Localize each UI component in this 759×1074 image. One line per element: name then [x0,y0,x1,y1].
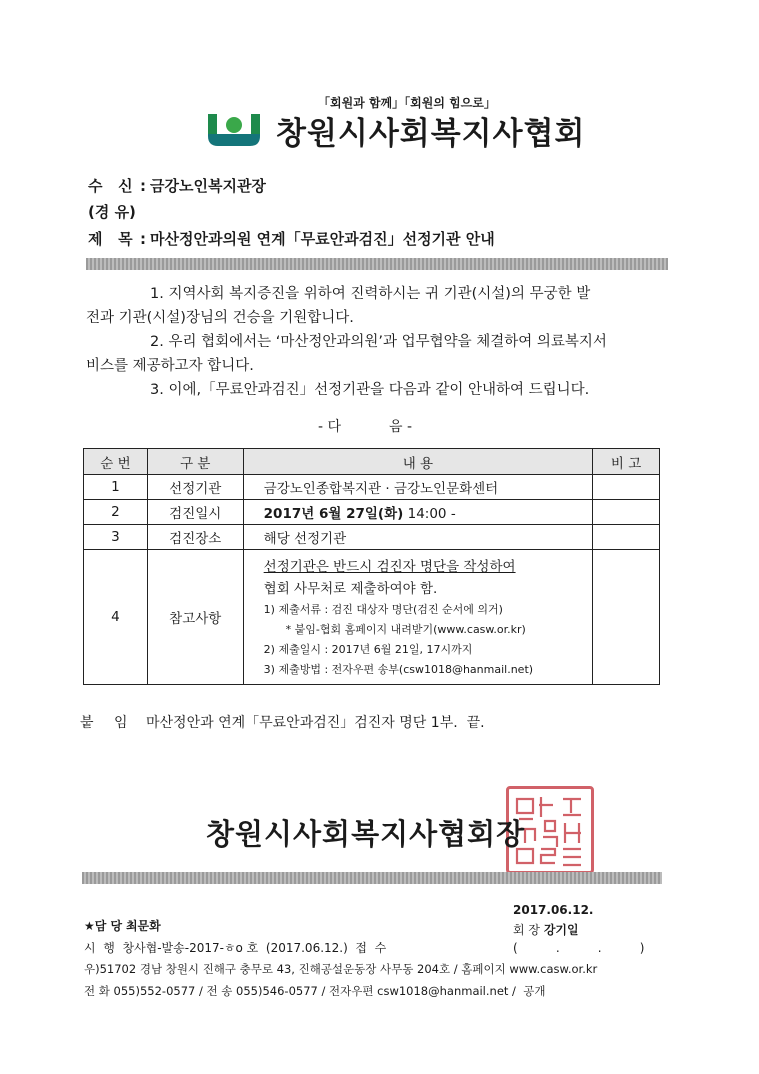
da-eum-right: 음 - [389,419,413,435]
footer-address: 우)51702 경남 창원시 진해구 충무로 43, 진해공설운동장 사무동 204호 / 홈페이지 www.casw.or.kr [84,962,598,976]
table-row [84,475,660,500]
slogan: 「회원과 함께」「회원의 힘으로」 [318,96,496,110]
exam-time: 14:00 - [403,506,456,522]
paragraph-1-line-1: 1. 지역사회 복지증진을 위하여 진력하시는 귀 기관(시설)의 무궁한 발 [150,286,591,302]
organization-title: 창원시사회복지사협회 [276,116,586,152]
attachment-label: 붙 임 [80,715,136,731]
subject-value: 마산정안과의원 연계「무료안과검진」선정기관 안내 [150,230,495,248]
subject-colon: : [140,230,146,248]
paragraph-3 [86,378,664,402]
recipient-colon: : [140,177,146,195]
row-no: 3 [84,525,148,550]
row-category: 선정기관 [147,475,243,500]
recipient-value: 금강노인복지관장 [150,177,266,195]
paragraph-2-line-1: 2. 우리 협회에서는 ‘마산정안과의원’과 업무협약을 체결하여 의료복지서 [150,334,607,350]
exam-date: 2017년 6월 27일(화) [263,506,404,522]
paragraph-2 [86,330,664,354]
row-no: 4 [84,550,148,685]
row-content: 금강노인종합복지관 · 금강노인문화센터 [243,475,592,500]
paragraph-1-line-2: 전과 기관(시설)장님의 건승을 기원합니다. [86,310,354,326]
footer-doc-line: 시 행 창사협-발송-2017-ㅎo 호 (2017.06.12.) 접 수 [84,941,387,955]
footer-divider [82,872,662,884]
footer-chair [513,921,579,938]
row-content: 해당 선정기관 [243,525,592,550]
footer-contact: 전 화 055)552-0577 / 전 송 055)546-0577 / 전자우편 csw1018@hanmail.net / 공개 [84,984,546,998]
footer-staff [84,917,161,934]
paragraph-3-text: 3. 이에,「무료안과검진」선정기관을 다음과 같이 안내하여 드립니다. [150,382,590,398]
header-content: 내 용 [243,449,592,475]
row-category: 검진장소 [147,525,243,550]
chair-blank: ( . . ) [513,941,645,955]
row-category: 검진일시 [147,500,243,525]
table-header-row [84,449,660,475]
subject-line [88,228,495,249]
note-line-1: 선정기관은 반드시 검진자 명단을 작성하여 [263,559,516,575]
attachment-text: 마산정안과 연계「무료안과검진」검진자 명단 1부. 끝. [146,715,485,731]
footer-date: 2017.06.12. [513,903,594,917]
paragraph-2-line-2: 비스를 제공하고자 합니다. [86,358,254,374]
note-sub-2: 2) 제출일시 : 2017년 6월 21일, 17시까지 [263,643,473,656]
row-remarks [593,550,660,685]
da-eum-left: - 다 [318,419,342,435]
chair-label: 회 장 [513,923,540,937]
recipient-line [88,175,266,196]
header-category: 구 분 [147,449,243,475]
row-content [243,500,592,525]
da-eum-heading [318,416,412,436]
note-sub-3: 3) 제출방법 : 전자우편 송부(csw1018@hanmail.net) [263,663,534,676]
paragraph-1 [86,282,664,306]
row-category: 참고사항 [147,550,243,685]
note-sub-1: 1) 제출서류 : 검진 대상자 명단(검진 순서에 의거) [263,603,503,616]
attachment-line [80,712,485,732]
table-row [84,525,660,550]
note-sub-1b: * 붙임-협회 홈페이지 내려받기(www.casw.or.kr) [285,623,526,636]
subject-label: 제 목 [88,230,133,248]
info-table [83,448,660,685]
row-no: 2 [84,500,148,525]
row-no: 1 [84,475,148,500]
table-row [84,500,660,525]
signature-title: 창원시사회복지사협회장 [206,817,526,851]
table-row [84,550,660,685]
header-no: 순 번 [84,449,148,475]
row-remarks [593,500,660,525]
staff-label: ★담 당 [84,919,123,933]
header-remarks: 비 고 [593,449,660,475]
recipient-label: 수 신 [88,177,133,195]
staff-name: 최문화 [125,919,161,933]
chair-name: 강기일 [543,923,579,937]
row-content [243,550,592,685]
note-line-2: 협회 사무처로 제출하여야 함. [263,581,438,597]
organization-logo-icon [208,112,260,146]
row-remarks [593,475,660,500]
via-line: (경 유) [88,203,136,221]
header-divider [86,258,668,270]
row-remarks [593,525,660,550]
